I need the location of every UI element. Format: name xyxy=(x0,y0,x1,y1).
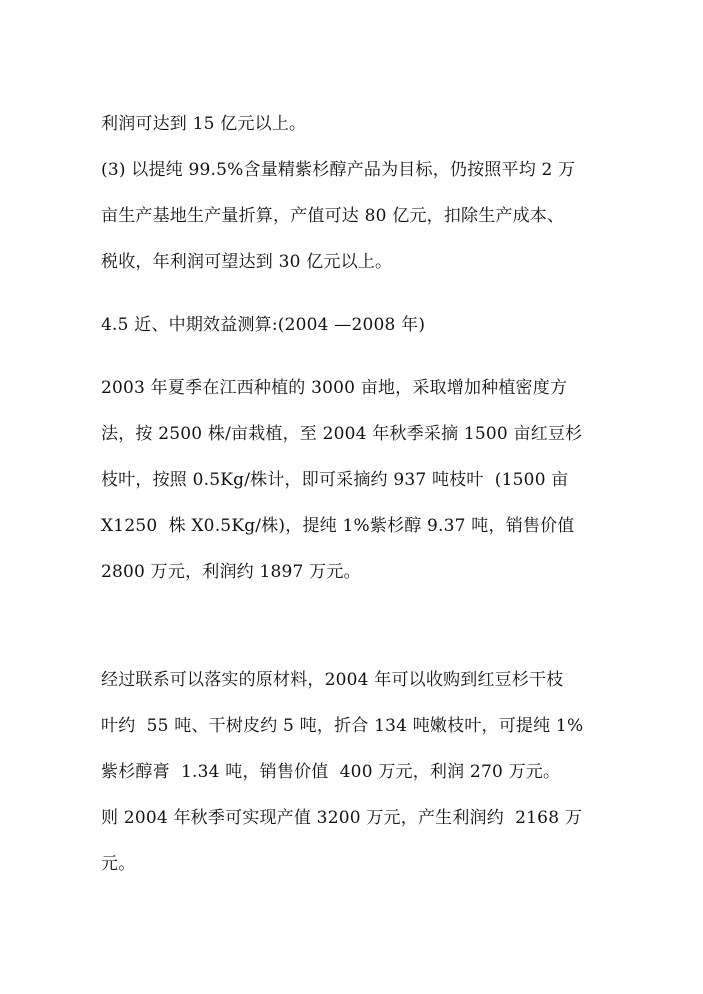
text-line: 紫杉醇膏 1.34 吨，销售价值 400 万元，利润 270 万元。 xyxy=(101,762,561,782)
text-line: X1250 株 X0.5Kg/株)，提纯 1%紫杉醇 9.37 吨，销售价值 xyxy=(101,516,575,536)
text-line: 2800 万元，利润约 1897 万元。 xyxy=(101,562,361,582)
text-line: 枝叶，按照 0.5Kg/株计，即可采摘约 937 吨枝叶 (1500 亩 xyxy=(101,470,569,490)
text-line: 法，按 2500 株/亩栽植，至 2004 年秋季采摘 1500 亩红豆杉 xyxy=(101,424,583,444)
section-heading: 4.5 近、中期效益测算:(2004 —2008 年) xyxy=(101,315,426,335)
text-line: 经过联系可以落实的原材料，2004 年可以收购到红豆杉干枝 xyxy=(101,670,564,690)
text-line: 亩生产基地生产量折算，产值可达 80 亿元，扣除生产成本、 xyxy=(101,206,565,226)
text-line: 利润可达到 15 亿元以上。 xyxy=(101,114,307,134)
text-line: 叶约 55 吨、干树皮约 5 吨，折合 134 吨嫩枝叶，可提纯 1% xyxy=(101,716,584,736)
text-line: 元。 xyxy=(101,854,136,874)
text-line: 税收，年利润可望达到 30 亿元以上。 xyxy=(101,252,393,272)
text-line: (3) 以提纯 99.5%含量精紫杉醇产品为目标，仍按照平均 2 万 xyxy=(101,160,576,180)
text-line: 2003 年夏季在江西种植的 3000 亩地，采取增加种植密度方 xyxy=(101,378,568,398)
text-line: 则 2004 年秋季可实现产值 3200 万元，产生利润约 2168 万 xyxy=(101,808,583,828)
